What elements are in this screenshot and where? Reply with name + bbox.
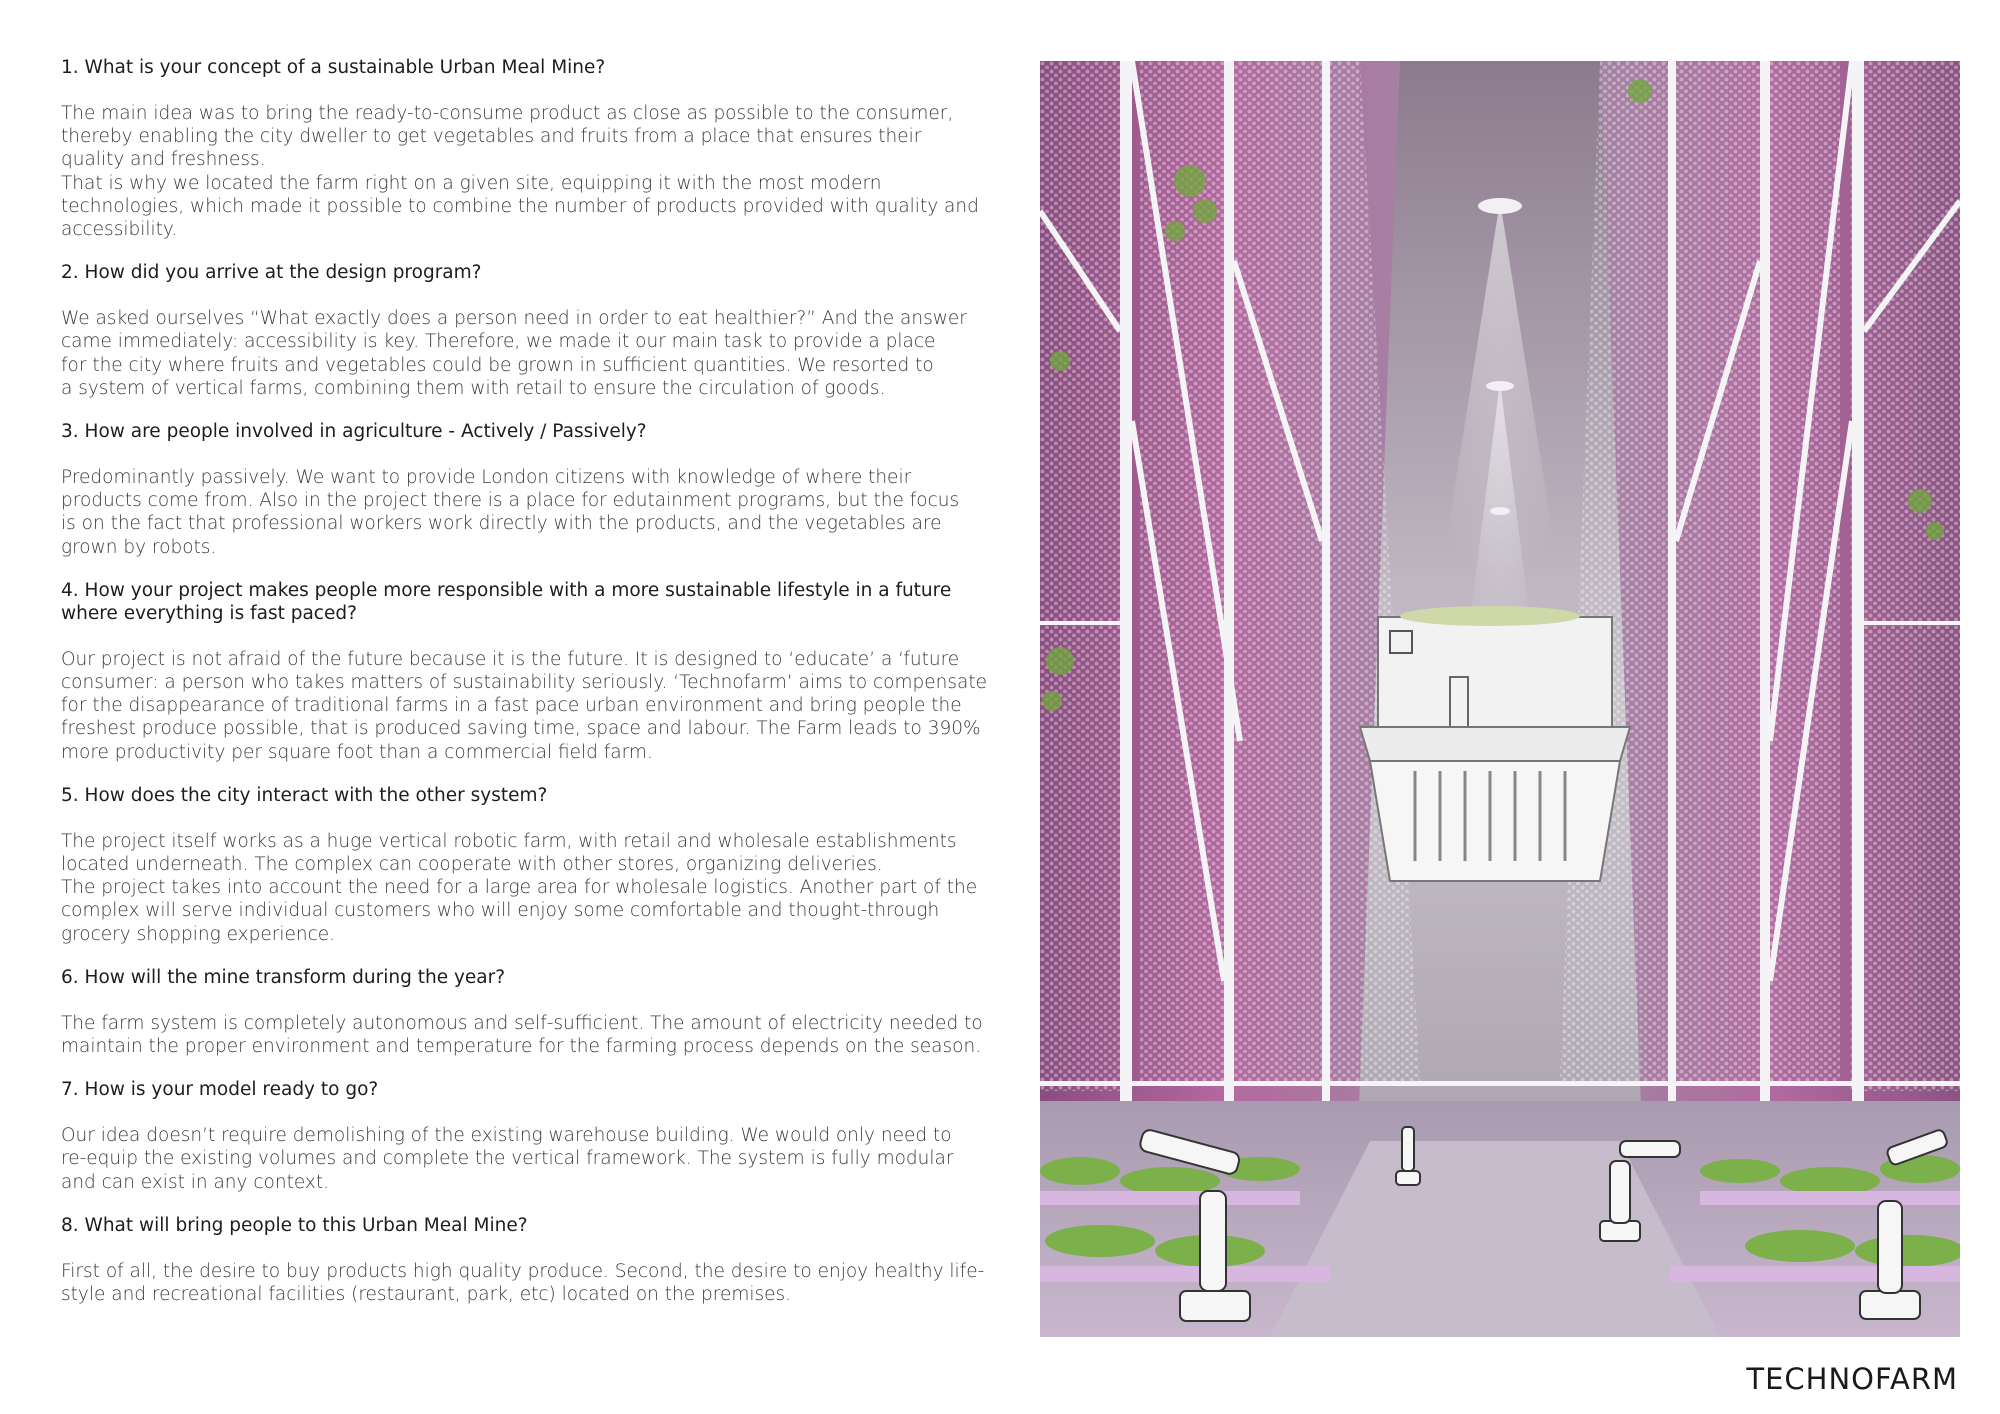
- question-4: 4. How your project makes people more responsible with a more sustainable lifestyle in a future where everything is fast paced?: [61, 579, 952, 624]
- question-6: 6. How will the mine transform during the year?: [61, 966, 506, 988]
- qa-column: [61, 56, 991, 1326]
- question-3: 3. How are people involved in agriculture - Actively / Passively?: [61, 421, 647, 443]
- answer-3: Predominantly passively. We want to provide London citizens with knowledge of where their products come from. Also in the project there is a place for edutainment programs, but the focus is on the fact that professional workers work directly with the products, and the vegetables are grown by robots.: [61, 467, 960, 558]
- answer-8: First of all, the desire to buy products high quality produce. Second, the desire to enjoy healthy life- style and recreational facilities (restaurant, park, etc) located on the premises.: [61, 1260, 985, 1306]
- question-1: 1. What is your concept of a sustainable Urban Meal Mine?: [61, 57, 606, 78]
- question-2: 2. How did you arrive at the design program?: [61, 262, 482, 284]
- qa-block-1: [61, 56, 991, 241]
- answer-5: The project itself works as a huge vertical robotic farm, with retail and wholesale establishments located underneath. The complex can cooperate with other stores, organizing deliveries. The project takes into account the need for a large area for wholesale logistics. Another part of the complex will serve individual customers who will enjoy some comfortable and thought-through grocery shopping experience.: [61, 830, 978, 945]
- shuttle-unit: [1360, 606, 1630, 881]
- qa-block-6: [61, 966, 991, 1058]
- qa-block-3: [61, 420, 991, 559]
- answer-6: The farm system is completely autonomous and self-sufficient. The amount of electricity needed to maintain the proper environment and temperature for the farming process depends on the season.: [61, 1012, 983, 1058]
- qa-block-4: [61, 579, 991, 764]
- answer-7: Our idea doesn’t require demolishing of the existing warehouse building. We would only need to re-equip the existing volumes and complete the vertical framework. The system is fully modular and can exist in any context.: [61, 1125, 954, 1193]
- vertical-farm-illustration: [1040, 61, 1960, 1337]
- question-7: 7. How is your model ready to go?: [61, 1079, 379, 1101]
- brand-wordmark: TECHNOFARM: [1746, 1362, 1958, 1396]
- answer-1: The main idea was to bring the ready-to-consume product as close as possible to the consumer, thereby enabling the city dweller to get vegetables and fruits from a place that ensures their quality and freshness. That is why we located the farm right on a given site, equipping it with the most modern technologies, which made it possible to combine the number of products provided with quality and accessibility.: [61, 103, 979, 241]
- qa-block-8: [61, 1214, 991, 1306]
- question-5: 5. How does the city interact with the other system?: [61, 784, 548, 806]
- answer-4: Our project is not afraid of the future because it is the future. It is designed to ‘educate’ a ‘future consumer: a person who takes matters of sustainability seriously. ‘Technofarm’ aims to compensate for the disappearance of traditional farms in a fast pace urban environment and bring people the freshest produce possible, that is produced saving time, space and labour. The Farm leads to 390% more productivity per square foot than a commercial field farm.: [61, 648, 987, 763]
- question-8: 8. What will bring people to this Urban Meal Mine?: [61, 1214, 528, 1236]
- qa-block-5: [61, 784, 991, 946]
- answer-2: We asked ourselves “What exactly does a person need in order to eat healthier?” And the answer came immediately: accessibility is key. Therefore, we made it our main task to provide a place for the city where fruits and vegetables could be grown in sufficient quantities. We resorted to a system of vertical farms, combining them with retail to ensure the circulation of goods.: [61, 308, 967, 399]
- qa-block-2: [61, 261, 991, 400]
- qa-block-7: [61, 1078, 991, 1194]
